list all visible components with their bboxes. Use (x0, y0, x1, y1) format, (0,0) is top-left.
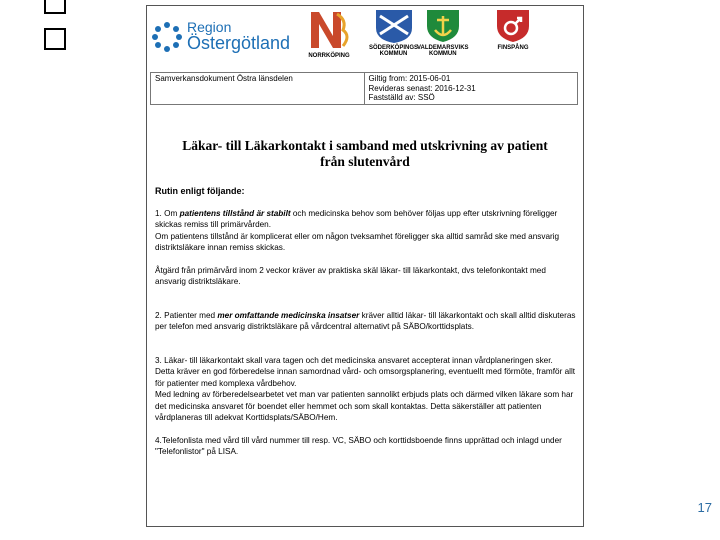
item-3-guidance: Med ledning av förberedelsearbetet vet man var patienten sannolikt erbjuds plats och därmed vilken läkare som har det medicinska ansvaret för boendet eller hemmet och som skall kontaktas. Detta säkerställer att patienten vårdplaneras till adekvat Korttidsplats/SÄBO/Hem. (155, 390, 574, 422)
item-4-text: 4.Telefonlista med vård till vård nummer till resp. VC, SÄBO och korttidsboende finns upprättad och inlagd under "Telefonlistor" på LISA. (155, 435, 562, 456)
soderkoping-logo: SÖDERKÖPINGS KOMMUN (369, 8, 418, 58)
finspang-logo: FINSPÅNG (495, 8, 531, 51)
missing-glyph-box (44, 28, 66, 50)
soderkoping-shield-icon (374, 8, 414, 44)
approved-by: Fastställd av: SSÖ (368, 93, 435, 103)
finspang-shield-icon (495, 8, 531, 44)
logo-bar (147, 6, 583, 70)
item-3-text: 3. Läkar- till läkarkontakt skall vara tagen och det medicinska ansvaret accepterat innan vårdplaneringen sker. (155, 355, 553, 365)
norrkoping-crest-icon (307, 8, 351, 52)
valdemarsvik-logo: VALDEMARSVIKS KOMMUN (417, 8, 469, 58)
valdemarsvik-anchor-shield-icon (425, 8, 461, 44)
norrkoping-logo: NORRKÖPING (307, 8, 351, 59)
item-3-preparation: Detta kräver en god förberedelse innan samordnad vård- och omsorgsplanering, eventuellt med förmöte, framför allt för patienter med komplexa vårdbehov. (155, 367, 576, 388)
slide-number: 17 (697, 500, 712, 515)
routine-content (155, 186, 579, 458)
revise-by: Revideras senast: 2016-12-31 (368, 83, 476, 93)
document-header-table (150, 72, 578, 105)
item-2-text: 2. Patienter med mer omfattande medicinska insatser kräver alltid läkar- till läkarkontakt och skall alltid diskuteras per telefon med ansvarig distriktsläkare på vårdcentral alternativt på SÄBO/korttidsplats. (155, 310, 576, 331)
region-ostergotland-wordmark: Region Östergötland (187, 19, 291, 53)
document-title: Läkar- till Läkarkontakt i samband med utskrivning av patient från slutenvård (182, 138, 548, 169)
missing-glyph-box (44, 0, 66, 14)
item-1-text: 1. Om patientens tillstånd är stabilt och medicinska behov som behöver följas upp efter utskrivning föreligger skickas remiss till primärvården. (155, 208, 558, 229)
document-type-cell: Samverkansdokument Östra länsdelen (151, 73, 365, 105)
item-1-complicated: Om patientens tillstånd är komplicerat eller om någon tveksamhet föreligger ska alltid samråd ske med ansvarig distriktsläkare innan remiss skickas. (155, 231, 560, 252)
item-1-action: Åtgärd från primärvård inom 2 veckor kräver av praktiska skäl läkar- till läkarkontakt, dvs telefonkontakt med ansvarig distriktsläkare. (155, 265, 546, 286)
routine-heading: Rutin enligt följande: (155, 186, 245, 196)
document-page (146, 5, 584, 527)
region-ostergotland-logo-icon (150, 20, 184, 54)
valid-from: Giltig from: 2015-06-01 (368, 74, 451, 83)
document-dates-cell (364, 73, 578, 105)
